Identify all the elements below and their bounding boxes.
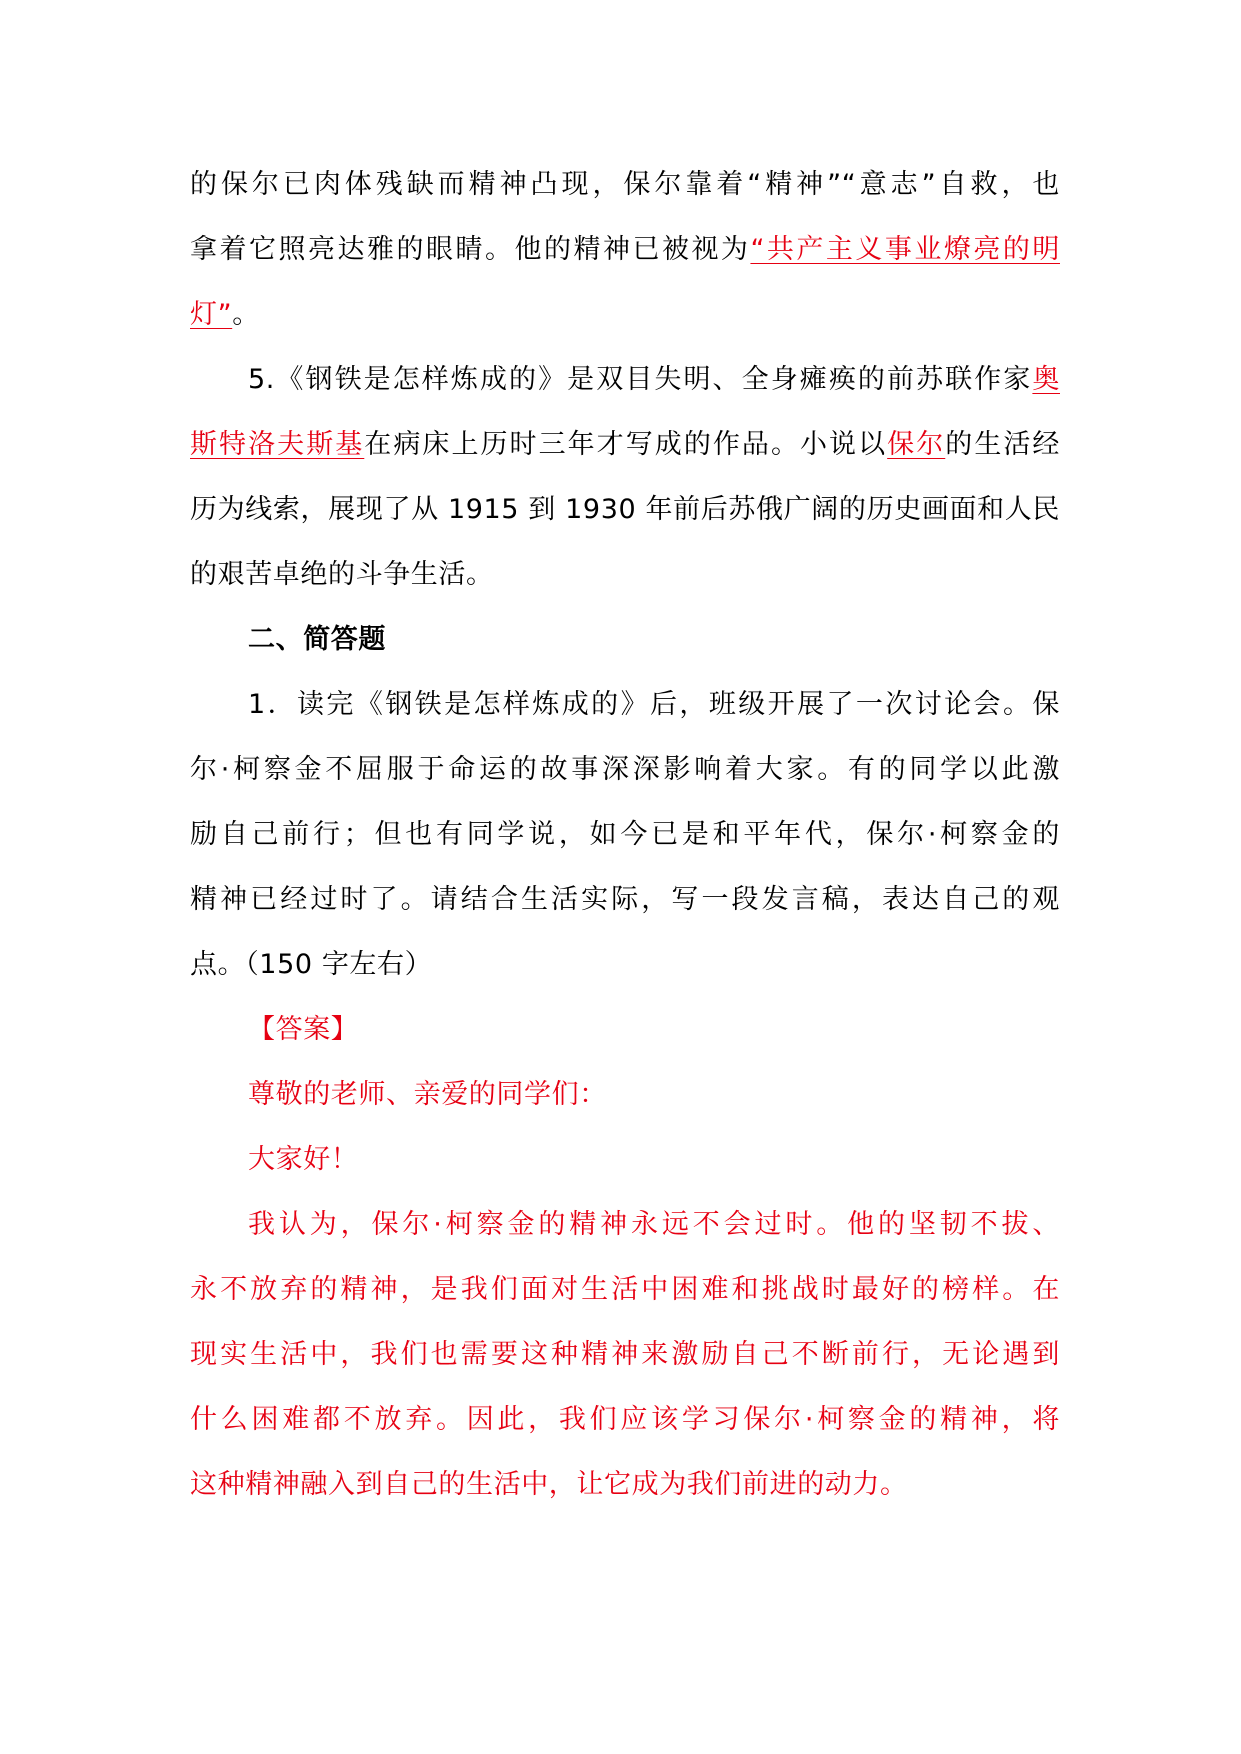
answer-fill-bright-lamp: “共产主义事业燎亮的明 bbox=[750, 234, 1060, 265]
document-page bbox=[190, 152, 1060, 1517]
answer-greeting: 尊敬的老师、亲爱的同学们： bbox=[248, 1079, 607, 1110]
intro-line-3-suffix: 。 bbox=[232, 299, 260, 330]
answer-body-line-2: 永不放弃的精神，是我们面对生活中困难和挑战时最好的榜样。在 bbox=[190, 1274, 1060, 1305]
q5-line-2 bbox=[190, 412, 1060, 477]
q5-line-2-text: 在病床上历时三年才写成的作品。小说以 bbox=[364, 429, 888, 460]
q1-line-4: 精神已经过时了。请结合生活实际，写一段发言稿，表达自己的观 bbox=[190, 884, 1060, 915]
q5-line-1-text: 5.《钢铁是怎样炼成的》是双目失明、全身瘫痪的前苏联作家 bbox=[248, 364, 1033, 395]
q5-line-2-suffix: 的生活经 bbox=[945, 429, 1061, 460]
answer-body-line-5: 这种精神融入到自己的生活中，让它成为我们前进的动力。 bbox=[190, 1469, 908, 1500]
answer-fill-lamp-end: 灯” bbox=[190, 299, 233, 330]
q1-line-3: 励自己前行；但也有同学说，如今已是和平年代，保尔·柯察金的 bbox=[190, 819, 1060, 850]
intro-line-2-text: 拿着它照亮达雅的眼睛。他的精神已被视为 bbox=[190, 234, 751, 265]
answer-fill-author-end: 斯特洛夫斯基 bbox=[190, 429, 365, 460]
answer-body-line-1: 我认为，保尔·柯察金的精神永远不会过时。他的坚韧不拔、 bbox=[248, 1209, 1060, 1240]
intro-line-1: 的保尔已肉体残缺而精神凸现，保尔靠着“精神”“意志”自救，也 bbox=[190, 169, 1060, 200]
q5-line-3: 历为线索，展现了从 1915 到 1930 年前后苏俄广阔的历史画面和人民 bbox=[190, 494, 1060, 525]
intro-line-2 bbox=[190, 217, 1060, 282]
section-heading: 二、简答题 bbox=[248, 624, 386, 655]
q5-line-1 bbox=[190, 347, 1060, 412]
answer-body-line-4: 什么困难都不放弃。因此，我们应该学习保尔·柯察金的精神，将 bbox=[190, 1404, 1060, 1435]
answer-hello: 大家好！ bbox=[248, 1144, 359, 1175]
q1-line-2: 尔·柯察金不屈服于命运的故事深深影响着大家。有的同学以此激 bbox=[190, 754, 1060, 785]
q5-line-4: 的艰苦卓绝的斗争生活。 bbox=[190, 559, 494, 590]
answer-body-line-3: 现实生活中，我们也需要这种精神来激励自己不断前行，无论遇到 bbox=[190, 1339, 1060, 1370]
intro-line-3 bbox=[190, 282, 1060, 347]
answer-label: 【答案】 bbox=[248, 1014, 359, 1045]
answer-fill-protagonist: 保尔 bbox=[887, 429, 946, 460]
q1-line-1: 1．读完《钢铁是怎样炼成的》后，班级开展了一次讨论会。保 bbox=[248, 689, 1060, 720]
q1-line-5: 点。（150 字左右） bbox=[190, 949, 433, 980]
answer-fill-author-start: 奥 bbox=[1032, 364, 1060, 395]
